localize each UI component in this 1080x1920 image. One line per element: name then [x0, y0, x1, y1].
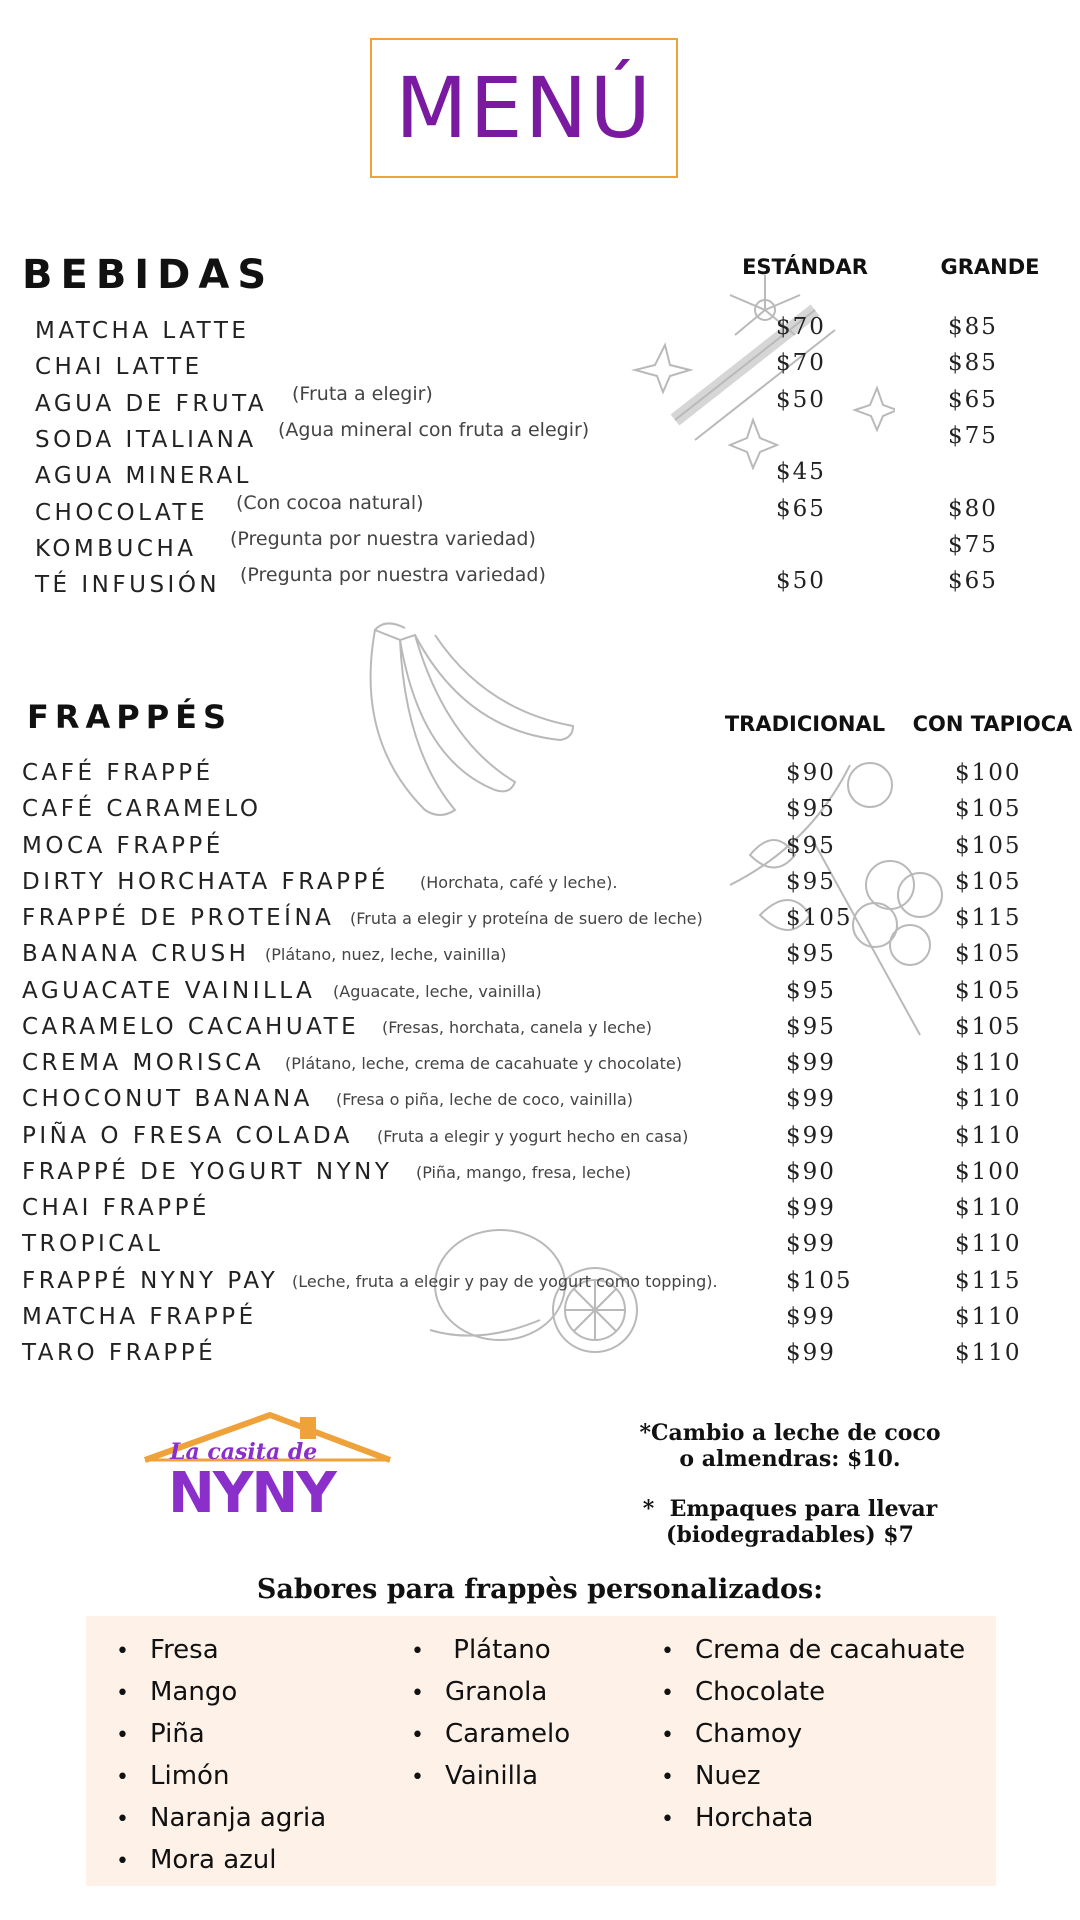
- logo: [140, 1405, 400, 1525]
- flavor-item: • Mango: [116, 1672, 326, 1714]
- frappe-item-name: CREMA MORISCA: [22, 1050, 265, 1076]
- frappe-item-note: (Fresas, horchata, canela y leche): [382, 1018, 652, 1037]
- frappe-price-tapioca: $105: [955, 941, 1022, 967]
- flavor-item: • Plátano: [411, 1630, 570, 1672]
- footnote-coco-line1: *Cambio a leche de coco: [639, 1420, 941, 1446]
- frappe-price-tapioca: $110: [955, 1231, 1022, 1257]
- frappe-price-tradicional: $95: [786, 869, 836, 895]
- frappe-item-name: TROPICAL: [22, 1231, 164, 1257]
- bebida-price-grande: $65: [948, 387, 998, 413]
- bebida-item-name: CHOCOLATE: [35, 500, 208, 526]
- footnote-empaque-line2: (biodegradables) $7: [666, 1522, 914, 1548]
- flavors-column-1: [116, 1630, 326, 1882]
- flavor-item: • Limón: [116, 1756, 326, 1798]
- frappe-item-name: MOCA FRAPPÉ: [22, 833, 224, 859]
- frappe-price-tapioca: $110: [955, 1050, 1022, 1076]
- bebida-price-grande: $65: [948, 568, 998, 594]
- bebida-item-name: AGUA DE FRUTA: [35, 391, 268, 417]
- frappes-col-tradicional-header: TRADICIONAL: [724, 712, 886, 736]
- flavor-item: • Caramelo: [411, 1714, 570, 1756]
- bebidas-col-grande-header: GRANDE: [940, 255, 1040, 279]
- frappe-price-tapioca: $110: [955, 1123, 1022, 1149]
- flavor-item: • Crema de cacahuate: [661, 1630, 965, 1672]
- frappe-item-name: MATCHA FRAPPÉ: [22, 1304, 257, 1330]
- frappe-item-note: (Piña, mango, fresa, leche): [416, 1163, 632, 1182]
- bebida-price-grande: $85: [948, 314, 998, 340]
- frappe-price-tradicional: $90: [786, 1159, 836, 1185]
- bebida-price-estandar: $70: [776, 314, 826, 340]
- frappe-item-name: CHAI FRAPPÉ: [22, 1195, 210, 1221]
- frappe-item-note: (Aguacate, leche, vainilla): [333, 982, 542, 1001]
- frappe-item-note: (Leche, fruta a elegir y pay de yogurt como topping).: [292, 1272, 718, 1291]
- footnotes: [620, 1420, 960, 1548]
- bebida-item-name: CHAI LATTE: [35, 354, 203, 380]
- frappe-price-tapioca: $115: [955, 1268, 1022, 1294]
- frappe-item-name: FRAPPÉ DE YOGURT NYNY: [22, 1159, 393, 1185]
- flavors-column-3: [661, 1630, 965, 1840]
- flavor-item: • Granola: [411, 1672, 570, 1714]
- frappe-item-note: (Fresa o piña, leche de coco, vainilla): [336, 1090, 633, 1109]
- frappe-price-tapioca: $100: [955, 1159, 1022, 1185]
- logo-line2: NYNY: [168, 1461, 335, 1526]
- frappe-item-name: CARAMELO CACAHUATE: [22, 1014, 360, 1040]
- frappe-price-tradicional: $90: [786, 760, 836, 786]
- frappe-item-name: AGUACATE VAINILLA: [22, 978, 316, 1004]
- frappe-price-tapioca: $105: [955, 869, 1022, 895]
- frappe-item-name: TARO FRAPPÉ: [22, 1340, 217, 1366]
- flavor-item: • Mora azul: [116, 1840, 326, 1882]
- flavor-item: • Chocolate: [661, 1672, 965, 1714]
- bebida-price-grande: $85: [948, 350, 998, 376]
- flavors-column-2: [411, 1630, 570, 1798]
- bebida-item-name: TÉ INFUSIÓN: [35, 572, 221, 598]
- bebida-item-note: (Pregunta por nuestra variedad): [230, 528, 536, 550]
- frappe-item-name: CAFÉ CARAMELO: [22, 796, 262, 822]
- frappe-price-tapioca: $110: [955, 1086, 1022, 1112]
- flavor-item: • Piña: [116, 1714, 326, 1756]
- bebida-item-name: KOMBUCHA: [35, 536, 197, 562]
- footnote-empaque-line1: * Empaques para llevar: [642, 1496, 938, 1522]
- frappe-item-name: PIÑA O FRESA COLADA: [22, 1123, 353, 1149]
- flavor-item: • Chamoy: [661, 1714, 965, 1756]
- frappe-price-tapioca: $105: [955, 833, 1022, 859]
- flavor-item: • Fresa: [116, 1630, 326, 1672]
- bebida-item-note: (Pregunta por nuestra variedad): [240, 564, 546, 586]
- frappe-price-tradicional: $95: [786, 833, 836, 859]
- frappe-item-name: FRAPPÉ NYNY PAY: [22, 1268, 279, 1294]
- frappe-item-name: CHOCONUT BANANA: [22, 1086, 313, 1112]
- frappe-price-tradicional: $105: [786, 1268, 853, 1294]
- frappe-price-tradicional: $95: [786, 941, 836, 967]
- frappe-item-name: FRAPPÉ DE PROTEÍNA: [22, 905, 335, 931]
- bebida-price-grande: $75: [948, 532, 998, 558]
- frappe-price-tapioca: $105: [955, 796, 1022, 822]
- bebida-item-name: SODA ITALIANA: [35, 427, 257, 453]
- frappe-price-tradicional: $99: [786, 1086, 836, 1112]
- frappe-price-tradicional: $105: [786, 905, 853, 931]
- flavor-item: • Nuez: [661, 1756, 965, 1798]
- frappe-price-tapioca: $105: [955, 978, 1022, 1004]
- bebida-item-note: (Agua mineral con fruta a elegir): [278, 419, 590, 441]
- frappe-item-name: DIRTY HORCHATA FRAPPÉ: [22, 869, 389, 895]
- frappe-item-note: (Plátano, leche, crema de cacahuate y chocolate): [285, 1054, 682, 1073]
- frappe-price-tapioca: $110: [955, 1340, 1022, 1366]
- bebida-price-estandar: $70: [776, 350, 826, 376]
- menu-title-frame: [370, 38, 678, 178]
- banana-sketch-icon: [345, 620, 595, 830]
- frappes-section-title: FRAPPÉS: [27, 698, 233, 736]
- frappe-item-name: BANANA CRUSH: [22, 941, 250, 967]
- frappe-price-tradicional: $99: [786, 1195, 836, 1221]
- flavors-box: [86, 1616, 996, 1886]
- flavor-item: • Horchata: [661, 1798, 965, 1840]
- bebida-item-note: (Con cocoa natural): [236, 492, 424, 514]
- bebidas-col-estandar-header: ESTÁNDAR: [742, 255, 868, 279]
- frappe-price-tapioca: $110: [955, 1195, 1022, 1221]
- bebida-price-estandar: $50: [776, 387, 826, 413]
- frappe-price-tapioca: $100: [955, 760, 1022, 786]
- bebida-price-estandar: $45: [776, 459, 826, 485]
- frappe-price-tradicional: $99: [786, 1050, 836, 1076]
- footnote-coco-line2: o almendras: $10.: [679, 1446, 901, 1472]
- bebida-price-estandar: $50: [776, 568, 826, 594]
- bebidas-section-title: BEBIDAS: [22, 252, 275, 298]
- bebida-price-estandar: $65: [776, 496, 826, 522]
- frappe-price-tradicional: $99: [786, 1123, 836, 1149]
- frappe-price-tradicional: $99: [786, 1304, 836, 1330]
- flavor-item: • Vainilla: [411, 1756, 570, 1798]
- frappe-item-note: (Fruta a elegir y yogurt hecho en casa): [377, 1127, 689, 1146]
- frappe-item-note: (Fruta a elegir y proteína de suero de leche): [350, 909, 703, 928]
- frappe-price-tradicional: $95: [786, 1014, 836, 1040]
- frappe-price-tapioca: $110: [955, 1304, 1022, 1330]
- frappe-item-note: (Horchata, café y leche).: [420, 873, 618, 892]
- star-anise-cinnamon-sketch-icon: [615, 270, 895, 470]
- bebida-item-note: (Fruta a elegir): [292, 383, 433, 405]
- flavor-item: • Naranja agria: [116, 1798, 326, 1840]
- frappe-price-tradicional: $95: [786, 978, 836, 1004]
- bebida-price-grande: $80: [948, 496, 998, 522]
- frappe-item-name: CAFÉ FRAPPÉ: [22, 760, 214, 786]
- bebida-item-name: AGUA MINERAL: [35, 463, 252, 489]
- frappe-price-tradicional: $99: [786, 1340, 836, 1366]
- frappes-col-tapioca-header: CON TAPIOCA: [912, 712, 1073, 736]
- frappe-price-tapioca: $115: [955, 905, 1022, 931]
- bebida-price-grande: $75: [948, 423, 998, 449]
- menu-title: MENÚ: [395, 59, 653, 157]
- flavors-title: Sabores para frappès personalizados:: [256, 1574, 824, 1605]
- bebida-item-name: MATCHA LATTE: [35, 318, 250, 344]
- frappe-price-tradicional: $99: [786, 1231, 836, 1257]
- logo-line1: La casita de: [170, 1439, 318, 1465]
- frappe-price-tapioca: $105: [955, 1014, 1022, 1040]
- frappe-item-note: (Plátano, nuez, leche, vainilla): [265, 945, 507, 964]
- frappe-price-tradicional: $95: [786, 796, 836, 822]
